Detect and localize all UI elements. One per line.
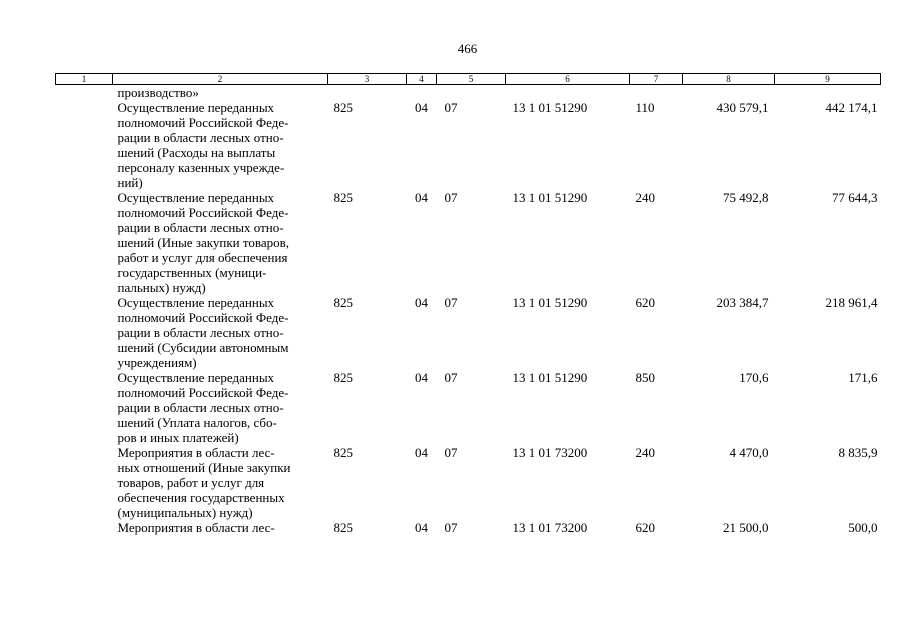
continuation-row: [56, 85, 881, 101]
expense-name-line: полномочий Российской Феде-: [117, 385, 289, 400]
continuation-text: производство»: [117, 85, 199, 100]
amount-year1-cell: 21 500,0: [723, 520, 769, 535]
expense-name-line: шений (Расходы на выплаты: [117, 145, 276, 160]
column-header: 8: [683, 74, 775, 85]
expense-name-line: шений (Субсидии автономным: [117, 340, 289, 355]
amount-year2-cell: 8 835,9: [838, 445, 878, 460]
section-code-cell: 04: [415, 295, 428, 310]
expense-name-line: государственных (муници-: [117, 265, 267, 280]
subsection-code-cell: 07: [444, 190, 458, 205]
target-article-cell: 13 1 01 51290: [512, 100, 588, 115]
expense-name-line: рации в области лесных отно-: [117, 130, 284, 145]
expense-name-line: шений (Иные закупки товаров,: [117, 235, 289, 250]
cell-empty: [56, 370, 113, 445]
amount-year1-cell: 4 470,0: [729, 445, 769, 460]
expense-name-line: Мероприятия в области лес-: [117, 520, 275, 535]
expense-name-line: Осуществление переданных: [117, 295, 275, 310]
expense-name-cell: [113, 100, 328, 190]
expense-name-line: Мероприятия в области лес-: [117, 445, 275, 460]
expense-type-cell: 620: [635, 295, 655, 310]
ministry-code-cell: 825: [333, 445, 353, 460]
section-code-cell: 04: [415, 190, 428, 205]
expense-name-line: ров и иных платежей): [117, 430, 239, 445]
subsection-code-cell: 07: [444, 445, 458, 460]
expense-name-cell: [113, 190, 328, 295]
cell-empty: [56, 520, 113, 535]
expense-type-cell: 240: [635, 445, 655, 460]
expense-name-line: рации в области лесных отно-: [117, 325, 284, 340]
column-header: 4: [407, 74, 437, 85]
column-header: 6: [506, 74, 630, 85]
column-header: 2: [113, 74, 328, 85]
expense-name-cell: [113, 445, 328, 520]
expense-name-line: пальных) нужд): [117, 280, 206, 295]
amount-year2-cell: 171,6: [848, 370, 878, 385]
expense-name-line: рации в области лесных отно-: [117, 400, 284, 415]
column-header: 9: [775, 74, 881, 85]
expense-name-line: шений (Уплата налогов, сбо-: [117, 415, 277, 430]
cell-empty: [56, 445, 113, 520]
expense-type-cell: 620: [635, 520, 655, 535]
table-row: [56, 100, 881, 190]
amount-year1-cell: 75 492,8: [723, 190, 769, 205]
expense-name-line: обеспечения государственных: [117, 490, 285, 505]
subsection-code-cell: 07: [444, 370, 458, 385]
subsection-code-cell: 07: [444, 100, 458, 115]
amount-year2-cell: 500,0: [848, 520, 878, 535]
expense-name-line: ний): [117, 175, 143, 190]
column-header: 7: [630, 74, 683, 85]
cell-empty: [56, 100, 113, 190]
expense-type-cell: 110: [635, 100, 655, 115]
target-article-cell: 13 1 01 73200: [512, 520, 588, 535]
expense-name-line: персоналу казенных учрежде-: [117, 160, 285, 175]
ministry-code-cell: 825: [333, 190, 353, 205]
table-row: [56, 370, 881, 445]
page-number: 466: [457, 41, 478, 56]
expense-name-line: Осуществление переданных: [117, 190, 275, 205]
expense-name-line: полномочий Российской Феде-: [117, 310, 289, 325]
expense-name-cell: [113, 370, 328, 445]
expense-name-cell: [113, 520, 328, 535]
expense-name-line: полномочий Российской Феде-: [117, 115, 289, 130]
ministry-code-cell: 825: [333, 520, 353, 535]
expense-name-line: учреждениям): [117, 355, 197, 370]
expense-type-cell: 240: [635, 190, 655, 205]
column-header: 3: [328, 74, 407, 85]
ministry-code-cell: 825: [333, 370, 353, 385]
cell-empty: [56, 295, 113, 370]
cell-empty: [56, 190, 113, 295]
amount-year1-cell: 203 384,7: [716, 295, 769, 310]
subsection-code-cell: 07: [444, 520, 458, 535]
budget-table: [55, 73, 881, 535]
ministry-code-cell: 825: [333, 100, 353, 115]
expense-name-line: товаров, работ и услуг для: [117, 475, 265, 490]
amount-year1-cell: 170,6: [739, 370, 769, 385]
table-row: [56, 295, 881, 370]
section-code-cell: 04: [415, 520, 428, 535]
column-header: 5: [437, 74, 506, 85]
expense-name-line: ных отношений (Иные закупки: [117, 460, 291, 475]
expense-name-line: (муниципальных) нужд): [117, 505, 253, 520]
target-article-cell: 13 1 01 51290: [512, 370, 588, 385]
section-code-cell: 04: [415, 445, 428, 460]
expense-name-line: полномочий Российской Феде-: [117, 205, 289, 220]
target-article-cell: 13 1 01 51290: [512, 190, 588, 205]
target-article-cell: 13 1 01 73200: [512, 445, 588, 460]
section-code-cell: 04: [415, 370, 428, 385]
target-article-cell: 13 1 01 51290: [512, 295, 588, 310]
table-row: [56, 445, 881, 520]
column-header: 1: [56, 74, 113, 85]
amount-year2-cell: 218 961,4: [825, 295, 878, 310]
table-row: [56, 520, 881, 535]
expense-name-line: Осуществление переданных: [117, 370, 275, 385]
header-row: [56, 74, 881, 85]
expense-name-cell: [113, 295, 328, 370]
section-code-cell: 04: [415, 100, 428, 115]
amount-year2-cell: 442 174,1: [825, 100, 878, 115]
expense-name-line: работ и услуг для обеспечения: [117, 250, 288, 265]
expense-name-line: рации в области лесных отно-: [117, 220, 284, 235]
table-row: [56, 190, 881, 295]
expense-type-cell: 850: [635, 370, 655, 385]
amount-year2-cell: 77 644,3: [832, 190, 878, 205]
ministry-code-cell: 825: [333, 295, 353, 310]
amount-year1-cell: 430 579,1: [716, 100, 769, 115]
subsection-code-cell: 07: [444, 295, 458, 310]
expense-name-line: Осуществление переданных: [117, 100, 275, 115]
